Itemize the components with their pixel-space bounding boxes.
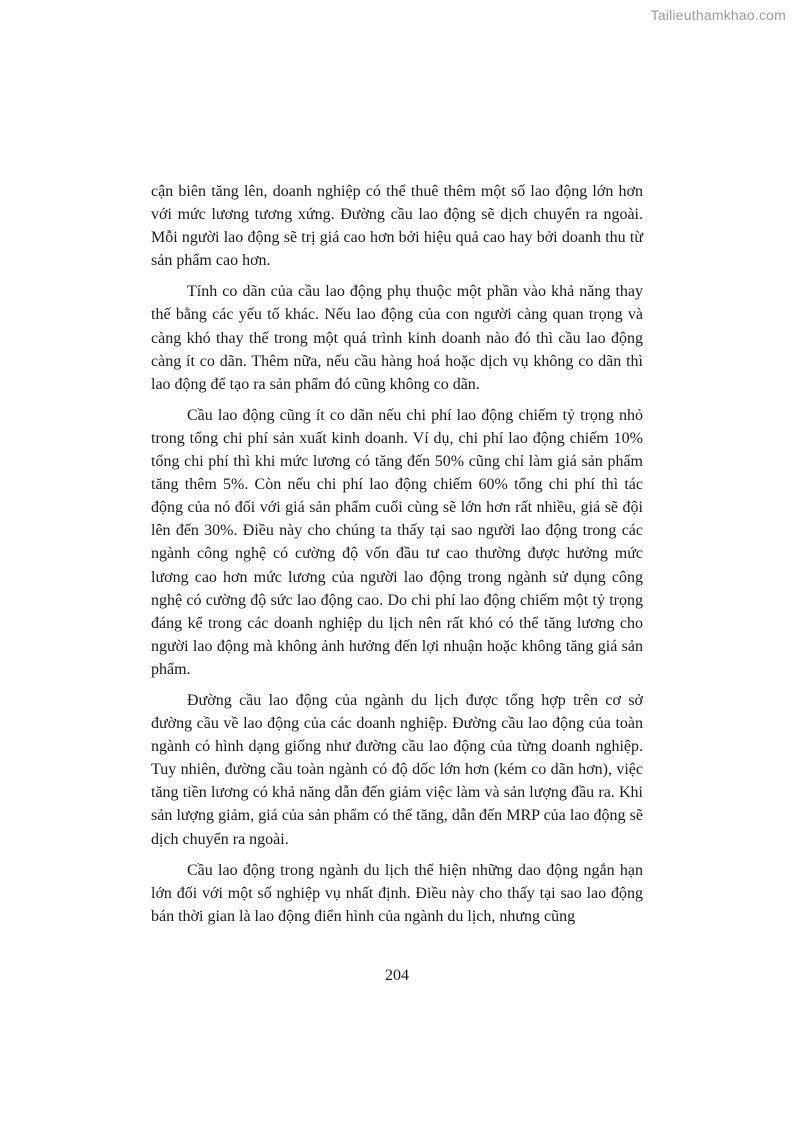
watermark-text: Tailieuthamkhao.com	[650, 7, 786, 23]
paragraph-industry-demand-curve: Đường cầu lao động của ngành du lịch được tổng hợp trên cơ sở đường cầu về lao động của các doanh nghiệp. Đường cầu lao động của toàn ngành có hình dạng giống như đường cầu lao động của từng doanh nghiệp. Tuy nhiên, đường cầu toàn ngành có độ dốc lớn hơn (kém co dãn hơn), việc tăng tiền lương có khả năng dẫn đến giảm việc làm và sản lượng đầu ra. Khi sản lượng giảm, giá của sản phẩm có thể tăng, dẫn đến MRP của lao động sẽ dịch chuyển ra ngoài.	[151, 691, 643, 848]
paragraph-labor-cost-share: Cầu lao động cũng ít co dãn nếu chi phí lao động chiếm tỷ trọng nhỏ trong tổng chi phí sản xuất kinh doanh. Ví dụ, chi phí lao động chiếm 10% tổng chi phí thì khi mức lương có tăng đến 50% cũng chỉ làm giá sản phẩm tăng thêm 5%. Còn nếu chi phí lao động chiếm 60% tổng chi phí thì tác động của nó đối với giá sản phẩm cuối cùng sẽ lớn hơn rất nhiều, giá sẽ đội lên đến 30%. Điều này cho chúng ta thấy tại sao người lao động trong các ngành công nghệ có cường độ vốn đầu tư cao thường được hưởng mức lương cao hơn mức lương của người lao động trong ngành sử dụng công nghệ có cường độ sức lao động cao. Do chi phí lao động chiếm một tỷ trọng đáng kể trong các doanh nghiệp du lịch nên rất khó có thể tăng lương cho người lao động mà không ảnh hưởng đến lợi nhuận hoặc không tăng giá sản phẩm.	[151, 406, 643, 678]
paragraph-short-term-fluctuation: Cầu lao động trong ngành du lịch thể hiện những dao động ngắn hạn lớn đối với một số nghiệp vụ nhất định. Điều này cho thấy tại sao lao động bán thời gian là lao động điển hình của ngành du lịch, nhưng cũng	[151, 861, 643, 925]
paragraph-elasticity: Tính co dãn của cầu lao động phụ thuộc một phần vào khả năng thay thế bằng các yếu tố khác. Nếu lao động của con người càng quan trọng và càng khó thay thế trong một quá trình kinh doanh nào đó thì cầu lao động càng ít co dãn. Thêm nữa, nếu cầu hàng hoá hoặc dịch vụ không co dãn thì lao động để tạo ra sản phẩm đó cũng không co dãn.	[151, 283, 643, 393]
page-number: 204	[385, 967, 409, 984]
document-body	[151, 180, 643, 928]
paragraph-continuation: cận biên tăng lên, doanh nghiệp có thể thuê thêm một số lao động lớn hơn với mức lương tương xứng. Đường cầu lao động sẽ dịch chuyển ra ngoài. Mỗi người lao động sẽ trị giá cao hơn bởi hiệu quả cao hay bởi doanh thu từ sản phẩm cao hơn.	[151, 183, 643, 270]
